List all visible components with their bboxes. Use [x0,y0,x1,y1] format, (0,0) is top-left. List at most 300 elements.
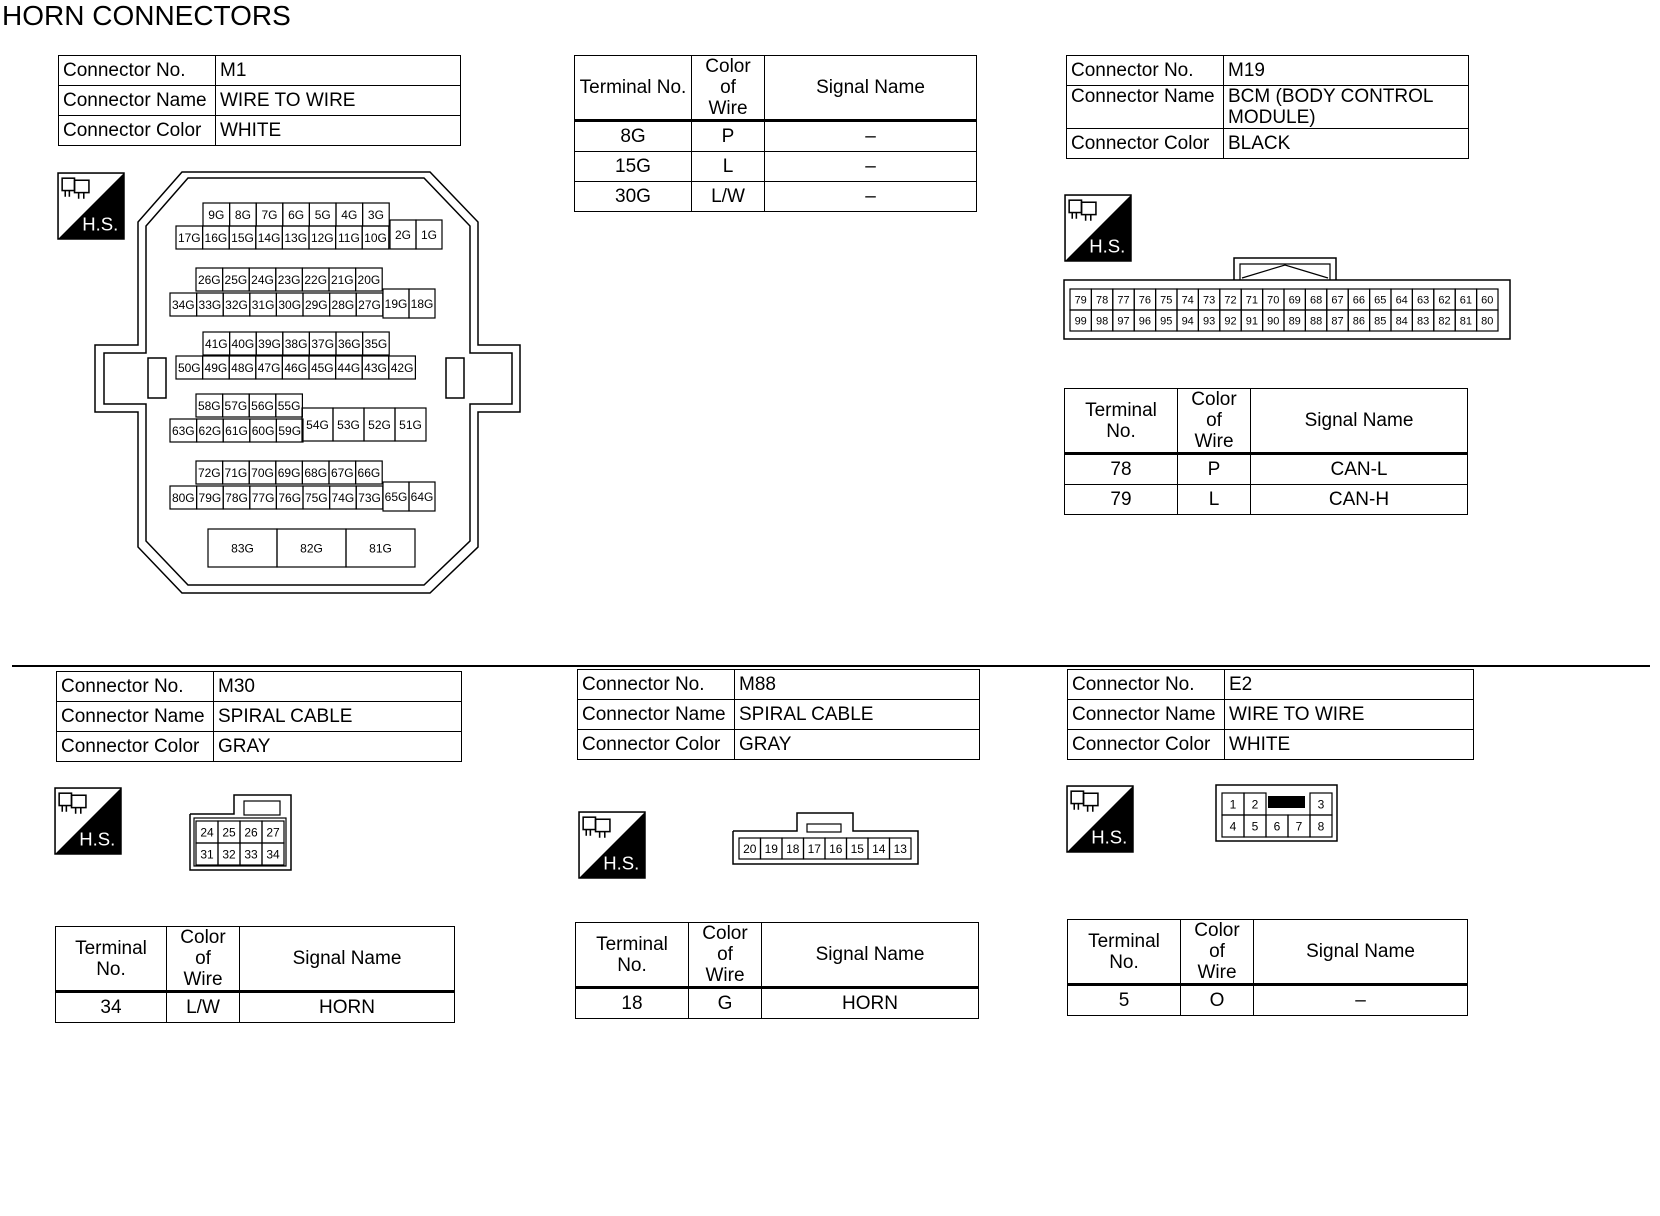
connector-pin [1412,310,1433,331]
svg-text:23G: 23G [277,272,301,287]
m1-connector-color: WHITE [216,116,461,146]
connector-pin [363,203,390,226]
svg-text:27G: 27G [358,297,381,312]
svg-text:76G: 76G [278,490,302,505]
table-row: 78 P CAN-L [1065,454,1468,485]
svg-text:24G: 24G [251,272,274,287]
connector-pin [356,486,383,509]
table-row: 18 G HORN [576,988,979,1019]
svg-text:88: 88 [1309,315,1323,328]
connector-pin [1241,310,1262,331]
connector-pin [363,332,390,355]
connector-pin [1222,815,1244,837]
svg-text:95: 95 [1160,315,1173,328]
m30-connector-color: GRAY [214,732,462,762]
connector-pin [240,843,262,865]
connector-pin [356,461,383,484]
svg-text:89: 89 [1288,315,1301,328]
col-signal-name: Signal Name [1254,920,1468,985]
svg-text:2G: 2G [394,227,412,242]
svg-text:54G: 54G [306,417,329,432]
connector-pin [1305,289,1326,310]
connector-pin [1412,289,1433,310]
connector-pin [364,408,395,441]
svg-text:14G: 14G [257,230,281,245]
svg-text:82: 82 [1438,315,1451,328]
svg-text:86: 86 [1352,315,1366,328]
m88-connector-color: GRAY [735,730,980,760]
svg-text:33G: 33G [198,297,222,312]
col-signal-name: Signal Name [1251,389,1468,454]
connector-pin [197,419,224,442]
connector-pin [1241,289,1262,310]
svg-text:17G: 17G [177,230,201,245]
connector-pin [277,529,346,567]
connector-pin [1477,289,1498,310]
connector-pin [1091,310,1112,331]
connector-pin [1348,289,1369,310]
col-terminal-no: Terminal No. [1068,920,1181,985]
connector-pin [1198,310,1219,331]
m19-connector-color: BLACK [1224,129,1469,159]
connector-pin [1244,815,1266,837]
svg-text:13G: 13G [284,230,308,245]
connector-pin [333,408,364,441]
svg-text:97: 97 [1117,315,1130,328]
m88-info-table [577,669,980,760]
m30-connector-no: M30 [214,672,462,702]
connector-pin [230,203,257,226]
svg-text:34: 34 [266,847,280,862]
svg-text:42G: 42G [390,360,414,375]
svg-text:10G: 10G [364,230,387,245]
connector-pin [1434,310,1455,331]
connector-pin [1477,310,1498,331]
connector-pin [309,203,336,226]
section-divider [12,665,1650,667]
label-connector-color: Connector Color [1068,730,1225,760]
connector-pin [761,838,783,859]
connector-pin [309,356,336,379]
svg-text:62G: 62G [198,423,222,438]
connector-pin [176,356,203,379]
svg-text:83G: 83G [231,541,254,556]
svg-text:18G: 18G [410,296,434,311]
connector-pin [256,356,283,379]
svg-text:5G: 5G [314,207,331,222]
m1-connector-face [94,170,519,595]
svg-text:28G: 28G [331,297,355,312]
svg-text:39G: 39G [258,336,281,351]
connector-pin [782,838,804,859]
svg-text:3G: 3G [367,207,384,222]
connector-pin [1177,310,1198,331]
svg-text:13: 13 [893,841,907,856]
svg-text:73G: 73G [358,490,381,505]
connector-pin [1310,815,1332,837]
svg-text:68: 68 [1309,294,1323,307]
svg-text:6: 6 [1273,819,1281,834]
connector-pin [276,461,303,484]
svg-text:1G: 1G [420,227,438,242]
connector-pin [1113,310,1134,331]
svg-text:32G: 32G [225,297,248,312]
connector-pin [223,394,250,417]
m1-connector-no: M1 [216,56,461,86]
connector-pin [356,293,383,316]
table-row: 8G P – [575,121,977,152]
connector-pin [276,293,303,316]
svg-text:41G: 41G [204,336,228,351]
svg-text:45G: 45G [310,360,334,375]
svg-text:87: 87 [1331,315,1344,328]
svg-text:30G: 30G [278,297,302,312]
svg-text:74G: 74G [331,490,355,505]
svg-text:56G: 56G [251,398,274,413]
svg-text:81G: 81G [369,541,392,556]
svg-text:4G: 4G [341,207,358,222]
svg-text:18: 18 [786,841,800,856]
connector-pin [868,838,890,859]
svg-text:75G: 75G [304,490,328,505]
svg-text:94: 94 [1181,315,1194,328]
connector-pin [1091,289,1112,310]
connector-pin [1177,289,1198,310]
svg-text:46G: 46G [284,360,308,375]
col-signal-name: Signal Name [765,56,977,121]
connector-pin [276,394,303,417]
page-title: HORN CONNECTORS [2,0,291,31]
svg-text:21G: 21G [330,272,354,287]
connector-pin [249,461,276,484]
m19-harness-side-icon [1064,194,1132,262]
connector-pin [176,226,203,249]
connector-pin [196,394,223,417]
connector-pin [250,419,277,442]
m88-connector-name: SPIRAL CABLE [735,700,980,730]
connector-pin [336,356,363,379]
svg-text:60: 60 [1481,294,1494,307]
connector-pin [1348,310,1369,331]
connector-pin [250,293,277,316]
connector-pin [1305,310,1326,331]
svg-text:25: 25 [222,825,236,840]
svg-text:67: 67 [1331,294,1344,307]
table-row: 5 O – [1068,985,1468,1016]
svg-text:32: 32 [222,847,236,862]
label-connector-no: Connector No. [59,56,216,86]
svg-text:70G: 70G [251,465,274,480]
connector-pin [262,821,284,843]
m88-connector-no: M88 [735,670,980,700]
connector-pin [1156,289,1177,310]
col-signal-name: Signal Name [240,927,455,992]
m30-terminal-table [55,926,455,1023]
connector-pin [336,203,363,226]
connector-pin [336,332,363,355]
connector-pin [1220,310,1241,331]
connector-pin [302,268,329,291]
svg-text:34G: 34G [171,297,195,312]
svg-text:43G: 43G [364,360,387,375]
svg-text:74: 74 [1181,294,1194,307]
svg-text:60G: 60G [251,423,275,438]
connector-pin [1391,310,1412,331]
col-color-of-wire: Color of Wire [167,927,240,992]
svg-text:72G: 72G [197,465,221,480]
connector-pin [1434,289,1455,310]
label-connector-color: Connector Color [1067,129,1224,159]
svg-text:67G: 67G [330,465,354,480]
svg-text:63G: 63G [171,423,195,438]
m1-terminal-table [574,55,977,212]
connector-pin [197,486,224,509]
connector-pin [330,486,357,509]
col-terminal-no: Terminal No. [1065,389,1178,454]
svg-text:64: 64 [1395,294,1408,307]
svg-text:48G: 48G [231,360,254,375]
svg-text:78: 78 [1095,294,1109,307]
connector-pin [208,529,277,567]
label-connector-color: Connector Color [59,116,216,146]
e2-connector-face [1214,782,1340,844]
connector-pin [1327,289,1348,310]
connector-pin [1263,310,1284,331]
m1-connector-name: WIRE TO WIRE [216,86,461,116]
svg-text:68G: 68G [304,465,328,480]
m30-connector-face [188,793,294,873]
connector-pin [847,838,869,859]
svg-text:26: 26 [244,825,258,840]
col-terminal-no: Terminal No. [576,923,689,988]
connector-pin [1455,310,1476,331]
col-terminal-no: Terminal No. [575,56,692,121]
connector-pin [197,293,224,316]
connector-pin [1370,310,1391,331]
svg-text:7: 7 [1295,819,1303,834]
svg-text:96: 96 [1138,315,1152,328]
svg-text:6G: 6G [288,207,305,222]
svg-text:84: 84 [1395,315,1408,328]
svg-text:61G: 61G [225,423,248,438]
connector-pin [1327,310,1348,331]
svg-text:65G: 65G [384,489,408,504]
col-color-of-wire: Color of Wire [1181,920,1254,985]
svg-text:17: 17 [807,841,821,856]
table-row: 15G L – [575,152,977,182]
connector-pin [196,843,218,865]
connector-pin [218,821,240,843]
connector-pin [804,838,826,859]
svg-text:66G: 66G [357,465,381,480]
connector-pin [1263,289,1284,310]
svg-text:3: 3 [1317,797,1325,812]
connector-pin [346,529,415,567]
label-connector-color: Connector Color [57,732,214,762]
svg-text:70: 70 [1267,294,1280,307]
col-terminal-no: Terminal No. [56,927,167,992]
m19-connector-name: BCM (BODY CONTROL MODULE) [1224,86,1469,129]
connector-pin [330,293,357,316]
connector-pin [170,293,197,316]
svg-text:69: 69 [1288,294,1301,307]
label-connector-no: Connector No. [1067,56,1224,86]
svg-text:93: 93 [1202,315,1216,328]
svg-text:82G: 82G [300,541,323,556]
svg-text:78G: 78G [225,490,248,505]
label-connector-name: Connector Name [59,86,216,116]
svg-text:27: 27 [266,825,280,840]
connector-pin [283,332,310,355]
svg-text:4: 4 [1229,819,1237,834]
svg-text:73: 73 [1202,294,1216,307]
connector-pin [1070,289,1091,310]
connector-pin [276,419,303,442]
svg-text:80G: 80G [171,490,195,505]
svg-text:81: 81 [1459,315,1473,328]
e2-connector-color: WHITE [1225,730,1474,760]
connector-pin [1370,289,1391,310]
connector-pin [240,821,262,843]
svg-text:66: 66 [1352,294,1366,307]
table-row: 79 L CAN-H [1065,485,1468,515]
svg-text:16G: 16G [204,230,228,245]
connector-pin [250,486,277,509]
connector-pin [203,332,230,355]
connector-pin [1284,310,1305,331]
m88-harness-side-icon [578,811,646,879]
svg-text:35G: 35G [364,336,388,351]
connector-pin [223,419,250,442]
connector-pin [825,838,847,859]
svg-text:2: 2 [1251,797,1259,812]
col-signal-name: Signal Name [762,923,979,988]
svg-text:19: 19 [764,841,778,856]
connector-pin [170,486,197,509]
svg-text:15: 15 [850,841,864,856]
svg-text:63: 63 [1416,294,1430,307]
svg-text:59G: 59G [278,423,302,438]
svg-text:31: 31 [200,847,214,862]
hs-label: H.S. [82,213,119,235]
connector-pin [283,203,310,226]
svg-text:47G: 47G [257,360,281,375]
connector-pin [329,268,356,291]
connector-pin [1455,289,1476,310]
svg-text:20G: 20G [357,272,381,287]
connector-pin [356,268,383,291]
connector-pin [196,461,223,484]
connector-pin [223,268,250,291]
svg-text:33: 33 [244,847,258,862]
svg-text:50G: 50G [177,360,201,375]
connector-pin [256,203,283,226]
connector-pin [1266,815,1288,837]
svg-text:15G: 15G [231,230,254,245]
connector-pin [229,226,256,249]
svg-text:58G: 58G [197,398,221,413]
label-connector-color: Connector Color [578,730,735,760]
connector-pin [362,356,389,379]
col-color-of-wire: Color of Wire [692,56,765,121]
m88-terminal-table [575,922,979,1019]
svg-text:71: 71 [1245,294,1259,307]
svg-text:26G: 26G [197,272,221,287]
svg-text:52G: 52G [368,417,391,432]
connector-pin [1391,289,1412,310]
connector-pin [196,821,218,843]
svg-text:22G: 22G [304,272,328,287]
connector-pin [262,843,284,865]
svg-text:79G: 79G [198,490,222,505]
svg-text:53G: 53G [337,417,360,432]
svg-text:38G: 38G [284,336,308,351]
m19-connector-no: M19 [1224,56,1469,86]
svg-text:71G: 71G [224,465,248,480]
svg-text:16: 16 [829,841,843,856]
connector-pin [1070,310,1091,331]
e2-info-table [1067,669,1474,760]
hs-label: H.S. [1091,826,1128,848]
svg-text:44G: 44G [337,360,361,375]
svg-text:77: 77 [1117,294,1130,307]
svg-text:37G: 37G [311,336,335,351]
connector-pin [203,356,230,379]
connector-pin [203,226,230,249]
connector-pin [309,226,336,249]
svg-text:83: 83 [1416,315,1430,328]
hs-label: H.S. [603,852,640,874]
svg-text:11G: 11G [338,230,360,245]
svg-text:1: 1 [1229,797,1237,812]
label-connector-no: Connector No. [1068,670,1225,700]
e2-terminal-table [1067,919,1468,1016]
svg-text:65: 65 [1374,294,1387,307]
svg-text:62: 62 [1438,294,1451,307]
connector-pin [1244,793,1266,815]
connector-pin [309,332,336,355]
connector-pin [1134,310,1155,331]
connector-pin [256,332,283,355]
hs-label: H.S. [79,828,116,850]
svg-text:29G: 29G [304,297,328,312]
svg-text:98: 98 [1095,315,1109,328]
connector-pin [282,356,309,379]
svg-text:90: 90 [1267,315,1280,328]
table-row: 34 L/W HORN [56,992,455,1023]
connector-pin [390,220,416,249]
svg-text:36G: 36G [337,336,361,351]
svg-text:8: 8 [1317,819,1325,834]
connector-pin [409,289,435,318]
connector-pin [1288,815,1310,837]
label-connector-name: Connector Name [1067,86,1224,129]
connector-pin [218,843,240,865]
svg-text:75: 75 [1160,294,1173,307]
svg-text:64G: 64G [410,489,434,504]
hs-label: H.S. [1089,235,1126,257]
svg-text:20: 20 [743,841,757,856]
m19-terminal-table [1064,388,1468,515]
svg-text:8G: 8G [234,207,251,222]
connector-pin [1220,289,1241,310]
svg-text:99: 99 [1074,315,1087,328]
svg-text:25G: 25G [224,272,248,287]
connector-pin [249,394,276,417]
connector-pin [383,482,409,511]
connector-pin [276,268,303,291]
connector-pin [1284,289,1305,310]
